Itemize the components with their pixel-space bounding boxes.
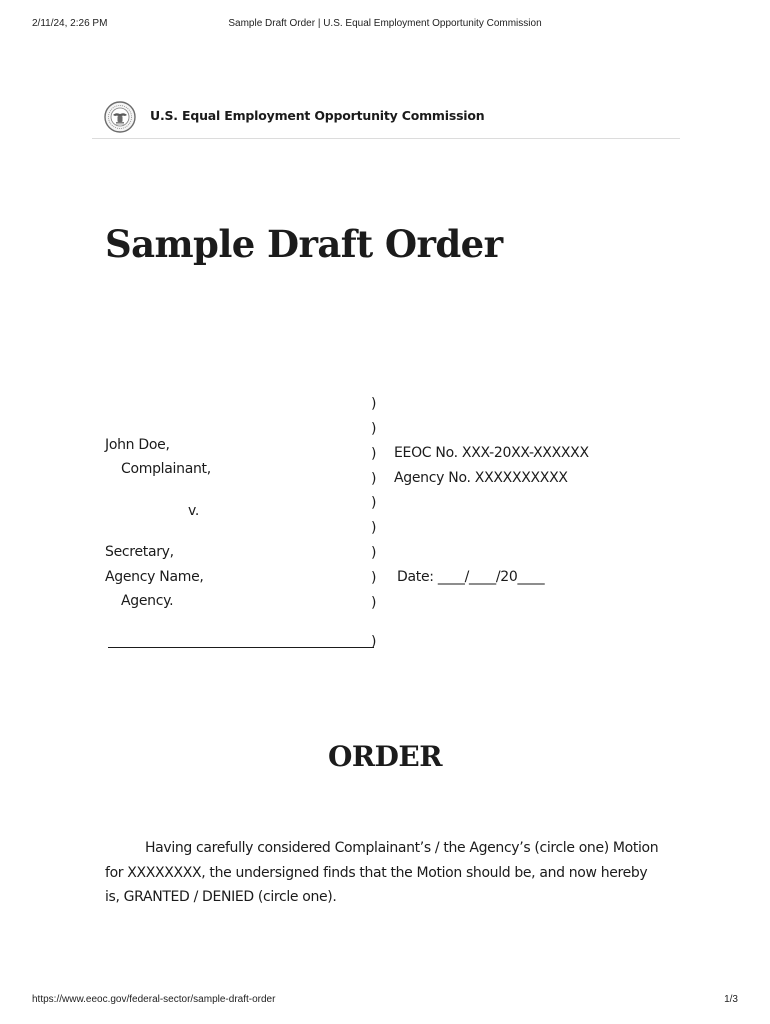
caption-paren: ) xyxy=(371,570,377,586)
print-doc-title: Sample Draft Order | U.S. Equal Employment Opportunity Commission xyxy=(228,18,542,29)
caption-paren: ) xyxy=(371,634,377,650)
print-page-number: 1/3 xyxy=(724,994,738,1005)
agency-number: Agency No. XXXXXXXXXX xyxy=(394,470,568,486)
caption-paren: ) xyxy=(371,421,377,437)
caption-paren: ) xyxy=(371,396,377,412)
respondent-role: Agency. xyxy=(121,593,174,609)
versus-label: v. xyxy=(188,503,200,519)
print-url[interactable]: https://www.eeoc.gov/federal-sector/sample-draft-order xyxy=(32,994,276,1005)
complainant-role: Complainant, xyxy=(121,461,211,477)
eeoc-seal-icon[interactable] xyxy=(104,101,136,133)
caption-paren: ) xyxy=(371,446,377,462)
order-date: Date: ____/____/20____ xyxy=(397,569,545,585)
order-heading: ORDER xyxy=(327,740,443,773)
caption-paren: ) xyxy=(371,471,377,487)
order-body: Having carefully considered Complainant’s / the Agency’s (circle one) Motion for XXXXXXXX, the undersigned finds that the Motion should be, and now hereby is, GRANTED / DENIED (circle one). xyxy=(105,840,659,905)
caption-paren: ) xyxy=(371,520,377,536)
print-datetime: 2/11/24, 2:26 PM xyxy=(32,18,108,29)
site-header xyxy=(92,98,680,139)
respondent-agency-name: Agency Name, xyxy=(105,569,204,585)
eeoc-number: EEOC No. XXX-20XX-XXXXXX xyxy=(394,445,589,461)
caption-paren: ) xyxy=(371,595,377,611)
complainant-name: John Doe, xyxy=(105,437,170,453)
caption-paren: ) xyxy=(371,495,377,511)
respondent-title: Secretary, xyxy=(105,544,174,560)
page-title: Sample Draft Order xyxy=(105,222,503,266)
caption-underline xyxy=(108,647,374,648)
caption-paren: ) xyxy=(371,545,377,561)
agency-name[interactable]: U.S. Equal Employment Opportunity Commission xyxy=(150,108,485,123)
